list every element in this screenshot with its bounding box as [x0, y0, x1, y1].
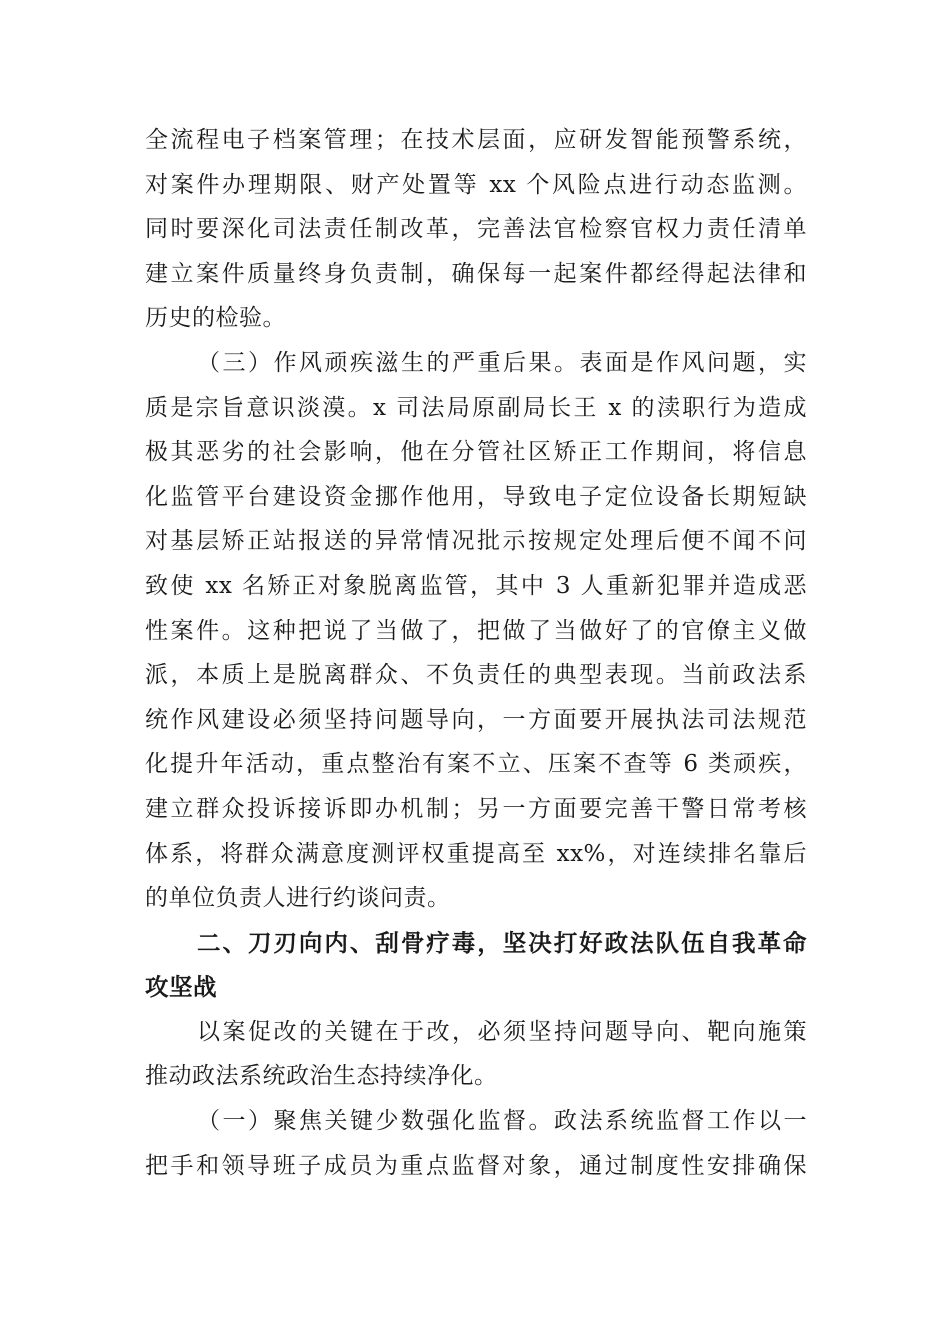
text-line: 质是宗旨意识淡漠。x 司法局原副局长王 x 的渎职行为造成	[145, 394, 807, 421]
text-line: 性案件。这种把说了当做了，把做了当做好了的官僚主义做	[145, 617, 807, 644]
text-span: 政法系统监督工作以一	[554, 1108, 807, 1135]
text-line: 极其恶劣的社会影响，他在分管社区矫正工作期间，将信息	[145, 439, 807, 466]
text-line: 对案件办理期限、财产处置等 xx 个风险点进行动态监测。	[145, 171, 807, 198]
text-line: 全流程电子档案管理；在技术层面，应研发智能预警系统，	[145, 127, 807, 153]
paragraph-continuation	[145, 118, 807, 341]
text-line: 体系，将群众满意度测评权重提高至 xx%，对连续排名靠后	[145, 840, 807, 867]
text-line: 化提升年活动，重点整治有案不立、压案不查等 6 类顽疾，	[145, 751, 807, 778]
text-line: 统作风建设必须坚持问题导向，一方面要开展执法司法规范	[145, 706, 807, 733]
heading-line: 攻坚战	[145, 973, 217, 1002]
text-line: 推动政法系统政治生态持续净化。	[145, 1063, 498, 1090]
section-heading	[145, 921, 807, 1010]
document-body	[145, 118, 807, 1188]
heading-line: 二、刀刃向内、刮骨疗毒，坚决打好政法队伍自我革命	[197, 928, 807, 957]
paragraph-intro	[145, 1010, 807, 1099]
text-line	[145, 341, 807, 386]
subsection-title: （三）作风顽疾滋生的严重后果。	[197, 349, 580, 376]
subsection-title: （一）聚焦关键少数强化监督。	[197, 1108, 554, 1135]
text-line: 历史的检验。	[145, 305, 286, 332]
text-line: 建立群众投诉接诉即办机制；另一方面要完善干警日常考核	[145, 795, 807, 822]
text-line: 致使 xx 名矫正对象脱离监管，其中 3 人重新犯罪并造成恶	[145, 572, 807, 599]
text-line: 化监管平台建设资金挪作他用，导致电子定位设备长期短缺	[145, 483, 807, 510]
text-span: 表面是作风问题，实	[579, 349, 807, 376]
text-line: 把手和领导班子成员为重点监督对象，通过制度性安排确保	[145, 1152, 807, 1179]
text-line: 的单位负责人进行约谈问责。	[145, 885, 451, 912]
paragraph-section-three	[145, 341, 807, 921]
text-line: 同时要深化司法责任制改革，完善法官检察官权力责任清单	[145, 216, 807, 243]
text-line: 以案促改的关键在于改，必须坚持问题导向、靶向施策	[197, 1018, 807, 1045]
paragraph-section-one	[145, 1099, 807, 1188]
text-line: 对基层矫正站报送的异常情况批示按规定处理后便不闻不问	[145, 528, 807, 555]
text-line: 建立案件质量终身负责制，确保每一起案件都经得起法律和	[145, 260, 807, 287]
text-line	[145, 1099, 807, 1144]
text-line: 派，本质上是脱离群众、不负责任的典型表现。当前政法系	[145, 662, 807, 689]
